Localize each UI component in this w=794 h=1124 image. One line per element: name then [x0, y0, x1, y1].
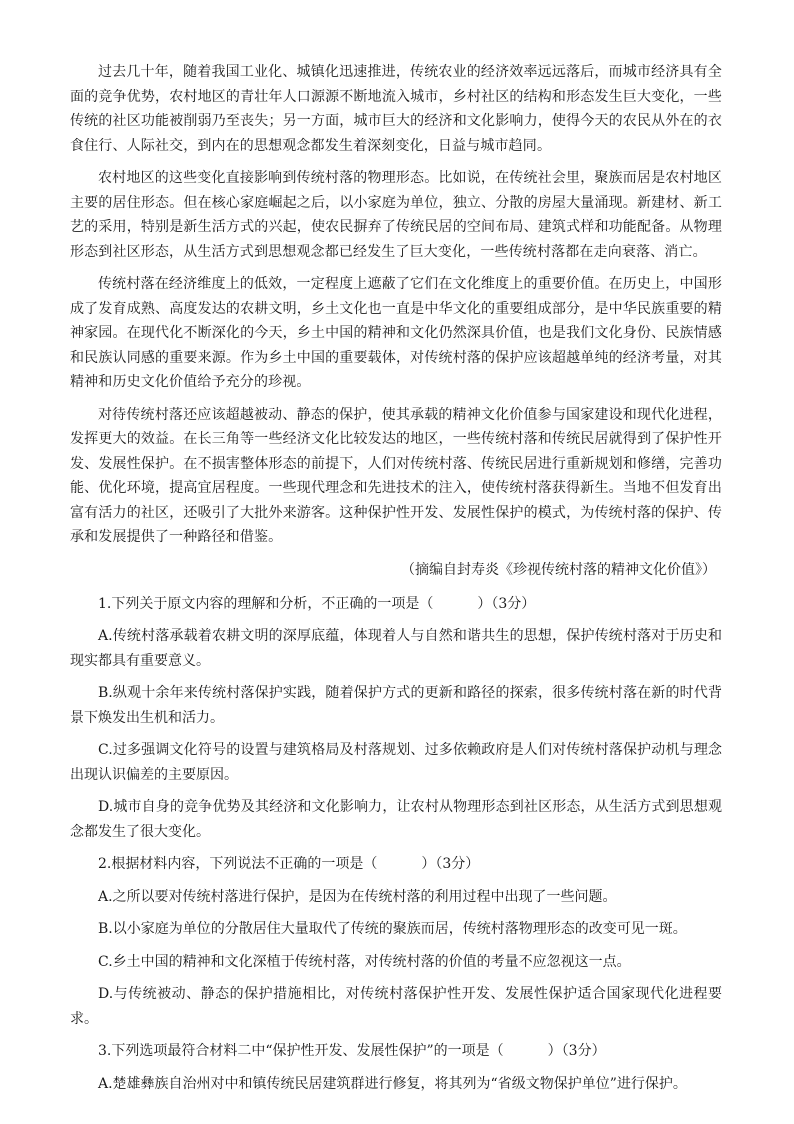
option-a: A.楚雄彝族自治州对中和镇传统民居建筑群进行修复，将其列为“省级文物保护单位”进行保护。 — [98, 1075, 687, 1092]
option-c: C.过多强调文化符号的设置与建筑格局及村落规划、过多依赖政府是人们对传统村落保护动机与理念出现认识偏差的主要原因。 — [70, 742, 722, 783]
passage-paragraph-2: 农村地区的这些变化直接影响到传统村落的物理形态。比如说，在传统社会里，聚族而居是农村地区主要的居住形态。但在核心家庭崛起之后，以小家庭为单位，独立、分散的房屋大量涌现。新建材、新工艺的采用，特别是新生活方式的兴起，使农民摒弃了传统民居的空间布局、建筑式样和功能配备。从物理形态到社区形态，从生活方式到思想观念都已经发生了巨大变化，一些传统村落都在走向衰落、消亡。 — [70, 170, 722, 260]
question-stem — [70, 592, 722, 617]
option-a: A.传统村落承载着农耕文明的深厚底蕴，体现着人与自然和谐共生的思想，保护传统村落对于历史和现实都具有重要意义。 — [70, 628, 722, 669]
question-stem — [70, 1039, 722, 1064]
question-stem — [70, 852, 722, 877]
question-stem-text: 2.根据材料内容，下列说法不正确的一项是（ — [98, 856, 378, 872]
question-score: ）（3分） — [477, 595, 536, 612]
question-2 — [70, 852, 722, 1031]
question-stem-text: 1.下列关于原文内容的理解和分析，不正确的一项是（ — [98, 595, 434, 612]
question-1 — [70, 592, 722, 845]
question-score: ）（3分） — [547, 1043, 606, 1059]
option-c: C.乡土中国的精神和文化深植于传统村落，对传统村落的价值的考量不应忽视这一点。 — [98, 953, 631, 970]
option-b: B.纵观十余年来传统村落保护实践，随着保护方式的更新和路径的探索，很多传统村落在新的时代背景下焕发出生机和活力。 — [70, 685, 722, 726]
option-d: D.城市自身的竞争优势及其经济和文化影响力，让农村从物理形态到社区形态，从生活方式到思想观念都发生了很大变化。 — [70, 799, 722, 840]
question-3 — [70, 1039, 722, 1096]
passage-source: （摘编自封寿炎《珍视传统村落的精神文化价值》） — [401, 561, 716, 578]
question-stem-text: 3.下列选项最符合材料二中“保护性开发、发展性保护”的一项是（ — [98, 1043, 504, 1059]
option-b: B.以小家庭为单位的分散居住大量取代了传统的聚族而居，传统村落物理形态的改变可见一斑。 — [98, 921, 687, 937]
passage-paragraph-4: 对待传统村落还应该超越被动、静态的保护，使其承载的精神文化价值参与国家建设和现代化进程，发挥更大的效益。在长三角等一些经济文化比较发达的地区，一些传统村落和传统民居就得到了保护性开发、发展性保护。在不损害整体形态的前提下，人们对传统村落、传统民居进行重新规划和修缮，完善功能、优化环境，提高宜居程度。一些现代理念和先进技术的注入，使传统村落获得新生。当地不但发育出富有活力的社区，还吸引了大批外来游客。这种保护性开发、发展性保护的模式，为传统村落的保护、传承和发展提供了一种路径和借鉴。 — [70, 406, 722, 545]
passage-paragraph-3: 传统村落在经济维度上的低效，一定程度上遮蔽了它们在文化维度上的重要价值。在历史上，中国形成了发育成熟、高度发达的农耕文明，乡土文化也一直是中华文化的重要组成部分，是中华民族重要的精神家园。在现代化不断深化的今天，乡土中国的精神和文化仍然深具价值，也是我们文化身份、民族情感和民族认同感的重要来源。作为乡土中国的重要载体，对传统村落的保护应该超越单纯的经济考量，对其精神和历史文化价值给予充分的珍视。 — [70, 276, 722, 390]
option-d: D.与传统被动、静态的保护措施相比，对传统村落保护性开发、发展性保护适合国家现代化进程要求。 — [70, 986, 722, 1027]
document-page — [70, 60, 722, 1104]
option-a: A.之所以要对传统村落进行保护，是因为在传统村落的利用过程中出现了一些问题。 — [98, 888, 617, 905]
question-score: ）（3分） — [421, 856, 480, 872]
passage-paragraph-1: 过去几十年，随着我国工业化、城镇化迅速推进，传统农业的经济效率远远落后，而城市经济具有全面的竞争优势，农村地区的青壮年人口源源不断地流入城市，乡村社区的结构和形态发生巨大变化，一些传统的社区功能被削弱乃至丧失；另一方面，城市巨大的经济和文化影响力，使得今天的农民从外在的衣食住行、人际社交，到内在的思想观念都发生着深刻变化，日益与城市趋同。 — [70, 64, 722, 154]
